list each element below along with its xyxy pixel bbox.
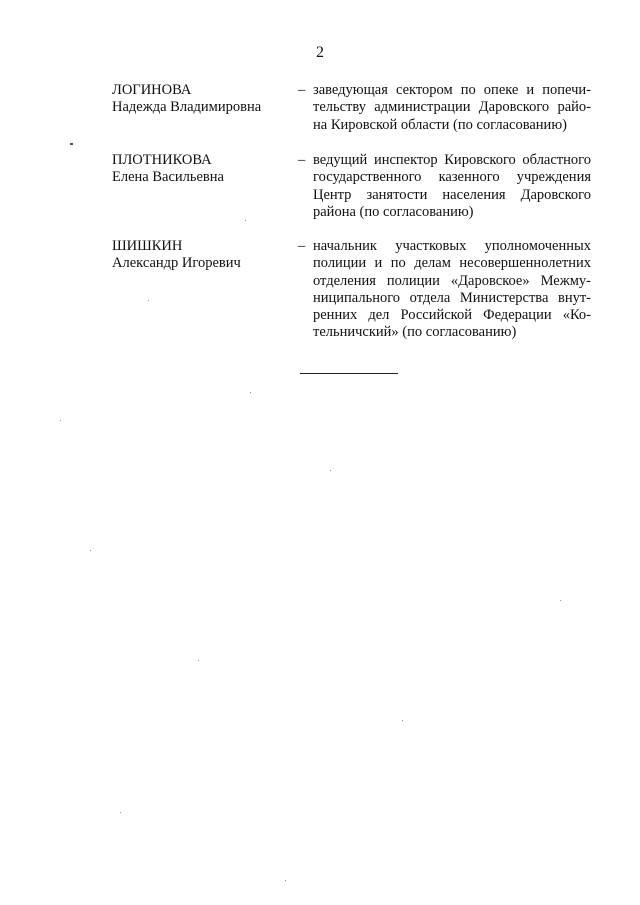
scan-speck xyxy=(330,470,331,471)
closing-rule xyxy=(300,373,398,374)
member-description xyxy=(313,238,591,342)
dash-separator: – xyxy=(298,238,306,254)
scan-speck xyxy=(70,143,73,145)
member-surname: ШИШКИН xyxy=(112,238,183,254)
description-line: заведующая сектором по опеке и попечи- xyxy=(313,82,591,98)
scan-speck xyxy=(120,812,121,813)
description-line: района (по согласованию) xyxy=(313,203,474,220)
scan-speck xyxy=(90,550,91,551)
member-given-names: Александр Игоревич xyxy=(112,255,241,272)
dash-separator: – xyxy=(298,152,306,168)
description-line: отделения полиции «Даровское» Межму- xyxy=(313,272,591,289)
dash-separator: – xyxy=(298,82,306,98)
member-name xyxy=(112,82,290,117)
member-name xyxy=(112,238,290,273)
description-line: полиции и по делам несовершеннолетних xyxy=(313,255,591,272)
member-given-names: Елена Васильевна xyxy=(112,169,224,186)
scan-speck xyxy=(60,420,61,421)
scan-speck xyxy=(285,880,286,881)
description-line: ведущий инспектор Кировского областного xyxy=(313,152,591,168)
description-line: начальник участковых уполномоченных xyxy=(313,238,591,254)
description-line: ниципального отдела Министерства внут- xyxy=(313,289,591,306)
page-number: 2 xyxy=(316,44,324,61)
member-surname: ПЛОТНИКОВА xyxy=(112,152,212,168)
member-description xyxy=(313,82,591,134)
description-line: тельству администрации Даровского райо- xyxy=(313,99,591,116)
scan-speck xyxy=(250,392,251,393)
scan-speck xyxy=(245,220,246,221)
scan-speck xyxy=(402,720,403,721)
description-line: Центр занятости населения Даровского xyxy=(313,186,591,203)
member-given-names: Надежда Владимировна xyxy=(112,99,262,116)
scan-speck xyxy=(148,300,149,301)
scan-speck xyxy=(198,660,199,661)
member-description xyxy=(313,152,591,221)
scan-speck xyxy=(560,600,561,601)
description-line: тельничский» (по согласованию) xyxy=(313,324,517,341)
member-surname: ЛОГИНОВА xyxy=(112,82,192,98)
member-name xyxy=(112,152,290,187)
description-line: государственного казенного учреждения xyxy=(313,169,591,186)
description-line: на Кировской области (по согласованию) xyxy=(313,116,567,133)
description-line: ренних дел Российской Федерации «Ко- xyxy=(313,307,591,324)
